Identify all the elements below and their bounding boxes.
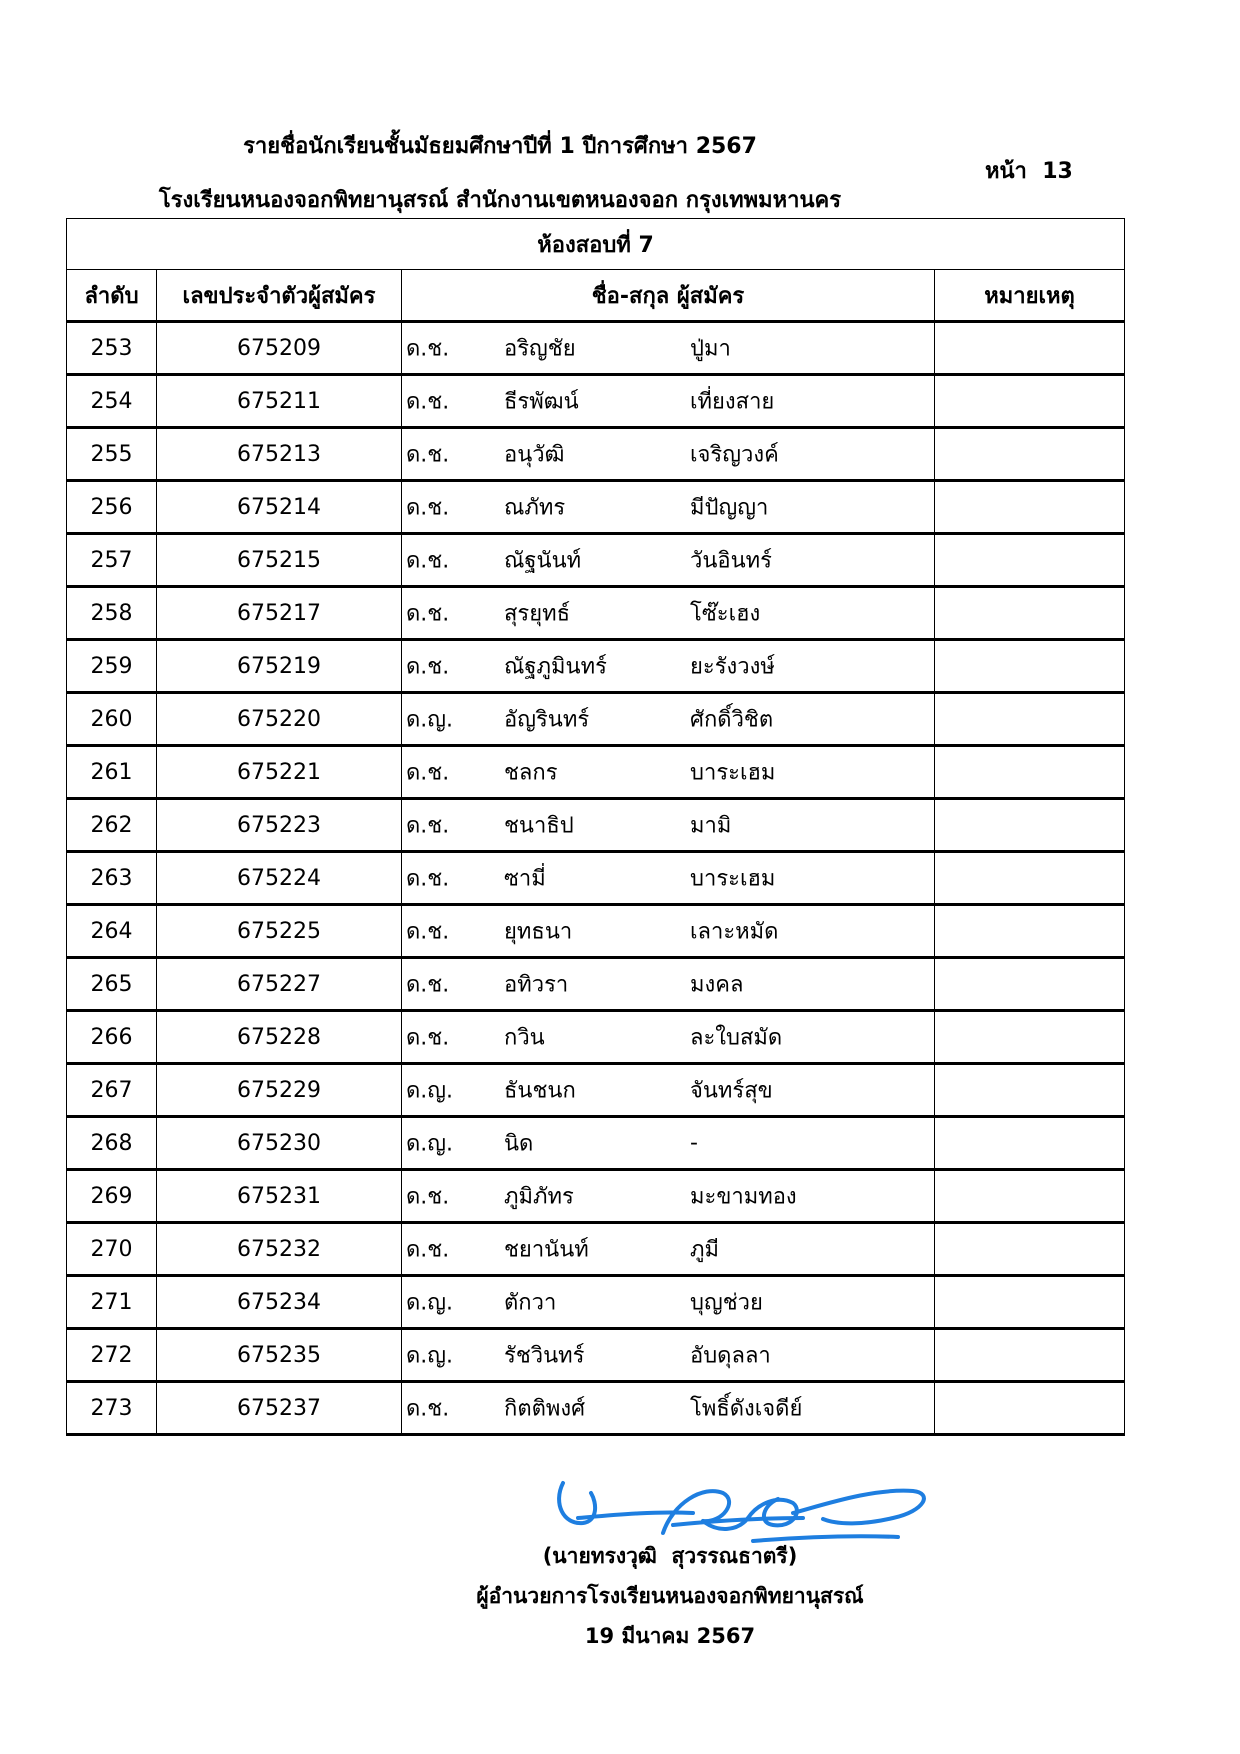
applicant-id: 675231: [157, 1170, 402, 1223]
table-row: [67, 587, 1125, 640]
name-prefix: ด.ช.: [406, 760, 450, 786]
note-cell: [935, 1011, 1125, 1064]
name-prefix: ด.ช.: [406, 548, 450, 574]
table-row: [67, 746, 1125, 799]
first-name: อทิวรา: [504, 972, 569, 998]
table-row: [67, 428, 1125, 481]
table-row: [67, 693, 1125, 746]
applicant-name-cell: [402, 1329, 935, 1382]
row-number: 268: [67, 1117, 157, 1170]
name-prefix: ด.ญ.: [406, 1131, 454, 1157]
applicant-name-cell: [402, 1011, 935, 1064]
applicant-name-cell: [402, 905, 935, 958]
row-number: 261: [67, 746, 157, 799]
row-number: 264: [67, 905, 157, 958]
first-name: ณัฐภูมินทร์: [504, 654, 607, 680]
last-name: ละใบสมัด: [690, 1025, 783, 1051]
applicant-id: 675237: [157, 1382, 402, 1435]
note-cell: [935, 534, 1125, 587]
last-name: มะขามทอง: [690, 1184, 797, 1210]
row-number: 267: [67, 1064, 157, 1117]
name-prefix: ด.ช.: [406, 1184, 450, 1210]
last-name: ภูมี: [690, 1237, 720, 1263]
signature-date: 19 มีนาคม 2567: [584, 1624, 756, 1648]
applicant-name-cell: [402, 1223, 935, 1276]
signatory-position: ผู้อำนวยการโรงเรียนหนองจอกพิทยานุสรณ์: [476, 1584, 864, 1608]
student-roster-table: [66, 218, 1125, 1436]
table-row: [67, 1382, 1125, 1435]
table-row: [67, 1117, 1125, 1170]
first-name: ณัฐนันท์: [504, 548, 582, 574]
row-number: 271: [67, 1276, 157, 1329]
first-name: ภูมิภัทร: [504, 1184, 574, 1210]
applicant-id: 675232: [157, 1223, 402, 1276]
note-cell: [935, 1064, 1125, 1117]
first-name: สุรยุทธ์: [504, 601, 571, 627]
first-name: ชยานันท์: [504, 1237, 589, 1263]
signatory-name: (นายทรงวุฒิ สุวรรณธาตรี): [542, 1544, 798, 1568]
note-cell: [935, 1223, 1125, 1276]
last-name: จันทร์สุข: [690, 1078, 773, 1104]
note-cell: [935, 640, 1125, 693]
applicant-id: 675221: [157, 746, 402, 799]
table-row: [67, 481, 1125, 534]
note-cell: [935, 1382, 1125, 1435]
note-cell: [935, 1329, 1125, 1382]
note-cell: [935, 852, 1125, 905]
first-name: นิด: [504, 1131, 534, 1157]
table-row: [67, 640, 1125, 693]
applicant-name-cell: [402, 534, 935, 587]
applicant-id: 675220: [157, 693, 402, 746]
last-name: ยะรังวงษ์: [690, 654, 775, 680]
note-cell: [935, 746, 1125, 799]
last-name: -: [690, 1130, 698, 1156]
table-row: [67, 1170, 1125, 1223]
note-cell: [935, 428, 1125, 481]
last-name: มีปัญญา: [690, 495, 769, 521]
last-name: โพธิ์ดังเจดีย์: [690, 1396, 803, 1422]
note-cell: [935, 905, 1125, 958]
row-number: 255: [67, 428, 157, 481]
table-row: [67, 322, 1125, 375]
row-number: 273: [67, 1382, 157, 1435]
last-name: บาระเฮม: [690, 760, 776, 786]
table-row: [67, 534, 1125, 587]
applicant-name-cell: [402, 322, 935, 375]
name-prefix: ด.ช.: [406, 442, 450, 468]
name-prefix: ด.ช.: [406, 1396, 450, 1422]
last-name: โซ๊ะเฮง: [690, 601, 761, 627]
column-header-note: หมายเหตุ: [935, 270, 1125, 322]
applicant-id: 675209: [157, 322, 402, 375]
table-row: [67, 1276, 1125, 1329]
last-name: ปู่มา: [690, 336, 731, 362]
applicant-id: 675225: [157, 905, 402, 958]
first-name: อริญชัย: [504, 336, 576, 362]
table-row: [67, 1223, 1125, 1276]
first-name: ธันชนก: [504, 1078, 576, 1104]
applicant-name-cell: [402, 640, 935, 693]
applicant-name-cell: [402, 375, 935, 428]
note-cell: [935, 481, 1125, 534]
name-prefix: ด.ญ.: [406, 1343, 454, 1369]
first-name: ธีรพัฒน์: [504, 389, 579, 415]
applicant-name-cell: [402, 693, 935, 746]
applicant-id: 675235: [157, 1329, 402, 1382]
first-name: ยุทธนา: [504, 919, 573, 945]
note-cell: [935, 693, 1125, 746]
row-number: 259: [67, 640, 157, 693]
table-row: [67, 375, 1125, 428]
note-cell: [935, 1276, 1125, 1329]
first-name: กิตติพงศ์: [504, 1396, 586, 1422]
row-number: 263: [67, 852, 157, 905]
last-name: บาระเฮม: [690, 866, 776, 892]
first-name: อนุวัฒิ: [504, 442, 565, 468]
document-title: รายชื่อนักเรียนชั้นมัธยมศึกษาปีที่ 1 ปีการศึกษา 2567: [243, 134, 757, 159]
applicant-name-cell: [402, 1117, 935, 1170]
last-name: มงคล: [690, 972, 744, 998]
school-title: โรงเรียนหนองจอกพิทยานุสรณ์ สำนักงานเขตหนองจอก กรุงเทพมหานคร: [158, 188, 842, 213]
name-prefix: ด.ช.: [406, 866, 450, 892]
last-name: เจริญวงค์: [690, 442, 779, 468]
row-number: 265: [67, 958, 157, 1011]
note-cell: [935, 322, 1125, 375]
applicant-id: 675228: [157, 1011, 402, 1064]
name-prefix: ด.ญ.: [406, 1078, 454, 1104]
applicant-name-cell: [402, 1064, 935, 1117]
note-cell: [935, 375, 1125, 428]
first-name: ชลกร: [504, 760, 558, 786]
table-row: [67, 799, 1125, 852]
applicant-id: 675215: [157, 534, 402, 587]
applicant-id: 675234: [157, 1276, 402, 1329]
last-name: อับดุลลา: [690, 1343, 771, 1369]
applicant-id: 675227: [157, 958, 402, 1011]
row-number: 256: [67, 481, 157, 534]
name-prefix: ด.ช.: [406, 919, 450, 945]
name-prefix: ด.ช.: [406, 654, 450, 680]
first-name: อัญรินทร์: [504, 707, 590, 733]
first-name: ณภัทร: [504, 495, 566, 521]
exam-room-heading: ห้องสอบที่ 7: [67, 219, 1125, 270]
applicant-name-cell: [402, 428, 935, 481]
name-prefix: ด.ญ.: [406, 1290, 454, 1316]
table-row: [67, 958, 1125, 1011]
row-number: 258: [67, 587, 157, 640]
applicant-name-cell: [402, 587, 935, 640]
first-name: ซามี่: [504, 866, 546, 892]
note-cell: [935, 587, 1125, 640]
applicant-name-cell: [402, 1170, 935, 1223]
row-number: 272: [67, 1329, 157, 1382]
name-prefix: ด.ช.: [406, 1025, 450, 1051]
name-prefix: ด.ช.: [406, 336, 450, 362]
name-prefix: ด.ช.: [406, 972, 450, 998]
column-header-no: ลำดับ: [67, 270, 157, 322]
row-number: 254: [67, 375, 157, 428]
applicant-name-cell: [402, 852, 935, 905]
name-prefix: ด.ช.: [406, 389, 450, 415]
last-name: บุญช่วย: [690, 1290, 763, 1316]
note-cell: [935, 799, 1125, 852]
applicant-id: 675214: [157, 481, 402, 534]
row-number: 270: [67, 1223, 157, 1276]
applicant-id: 675219: [157, 640, 402, 693]
row-number: 253: [67, 322, 157, 375]
roster-body: [67, 322, 1125, 1435]
table-row: [67, 852, 1125, 905]
note-cell: [935, 958, 1125, 1011]
name-prefix: ด.ช.: [406, 601, 450, 627]
applicant-name-cell: [402, 481, 935, 534]
table-row: [67, 1011, 1125, 1064]
applicant-id: 675230: [157, 1117, 402, 1170]
last-name: มามิ: [690, 813, 732, 839]
row-number: 269: [67, 1170, 157, 1223]
name-prefix: ด.ช.: [406, 1237, 450, 1263]
applicant-id: 675217: [157, 587, 402, 640]
applicant-id: 675229: [157, 1064, 402, 1117]
note-cell: [935, 1117, 1125, 1170]
applicant-id: 675213: [157, 428, 402, 481]
row-number: 257: [67, 534, 157, 587]
applicant-name-cell: [402, 746, 935, 799]
column-header-name: ชื่อ-สกุล ผู้สมัคร: [402, 270, 935, 322]
table-row: [67, 905, 1125, 958]
row-number: 260: [67, 693, 157, 746]
applicant-name-cell: [402, 958, 935, 1011]
applicant-name-cell: [402, 799, 935, 852]
first-name: กวิน: [504, 1025, 545, 1051]
last-name: เลาะหมัด: [690, 919, 779, 945]
last-name: เที่ยงสาย: [690, 389, 775, 415]
first-name: ชนาธิป: [504, 813, 574, 839]
applicant-name-cell: [402, 1382, 935, 1435]
last-name: ศักดิ์วิชิต: [690, 707, 774, 733]
name-prefix: ด.ญ.: [406, 707, 454, 733]
applicant-name-cell: [402, 1276, 935, 1329]
note-cell: [935, 1170, 1125, 1223]
row-number: 266: [67, 1011, 157, 1064]
row-number: 262: [67, 799, 157, 852]
applicant-id: 675211: [157, 375, 402, 428]
page-number: หน้า 13: [985, 159, 1073, 184]
first-name: ตักวา: [504, 1290, 557, 1316]
name-prefix: ด.ช.: [406, 495, 450, 521]
table-row: [67, 1329, 1125, 1382]
applicant-id: 675223: [157, 799, 402, 852]
applicant-id: 675224: [157, 852, 402, 905]
name-prefix: ด.ช.: [406, 813, 450, 839]
first-name: รัชวินทร์: [504, 1343, 585, 1369]
table-row: [67, 1064, 1125, 1117]
column-header-applicant-id: เลขประจำตัวผู้สมัคร: [157, 270, 402, 322]
last-name: วันอินทร์: [690, 548, 772, 574]
